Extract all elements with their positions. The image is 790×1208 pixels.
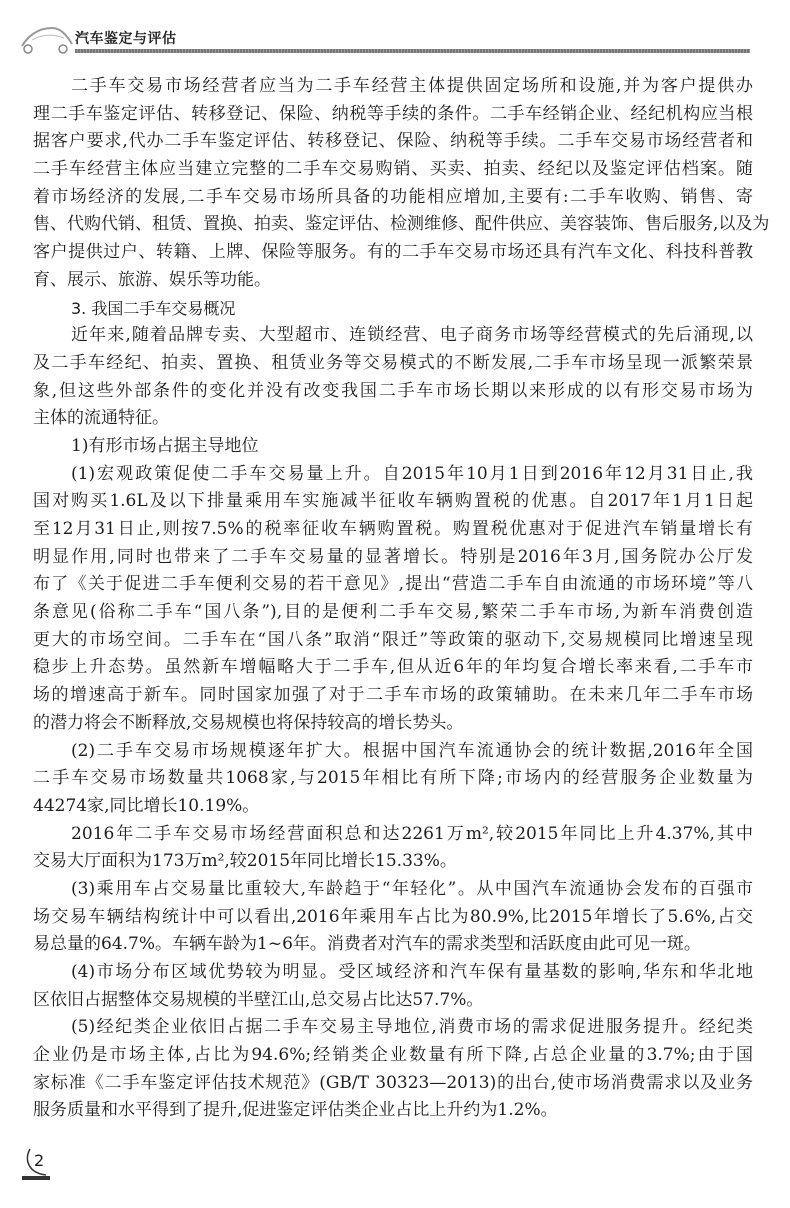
text-line: 3. 我国二手车交易概况 [71,298,236,318]
text-line: 据客户要求,代办二手车鉴定评估、转移登记、保险、纳税等手续。二手车交易市场经营者和 [33,131,753,152]
text-line: 区依旧占据整体交易规模的半壁江山,总交易占比达57.7%。 [33,989,484,1010]
text-line: 近年来,随着品牌专卖、大型超市、连锁经营、电子商务市场等经营模式的先后涌现,以 [71,325,753,346]
subsection-heading [33,433,753,461]
text-line: 二手车经营主体应当建立完整的二手车交易购销、买卖、拍卖、经纪以及鉴定评估档案。随 [33,159,753,180]
text-line: (1)宏观政策促使二手车交易量上升。自2015年10月1日到2016年12月31日止,我 [71,463,753,484]
text-line: 条意见(俗称二手车“国八条”),目的是便利二手车交易,繁荣二手车市场,为新车消费创造 [33,602,753,623]
text-line: (3)乘用车占交易量比重较大,车龄趋于“年轻化”。从中国汽车流通协会发布的百强市 [71,878,753,899]
text-line: 明显作用,同时也带来了二手车交易量的显著增长。特别是2016年3月,国务院办公厅发 [33,546,753,567]
page-number-badge [22,1145,56,1185]
text-line: 至12月31日止,则按7.5%的税率征收车辆购置税。购置税优惠对于促进汽车销量增长有 [33,519,753,539]
paragraph [33,876,753,959]
text-line: (5)经纪类企业依旧占据二手车交易主导地位,消费市场的需求促进服务提升。经纪类 [71,1017,753,1038]
text-line: 主体的流通特征。 [33,408,169,429]
text-line: (2)二手车交易市场规模逐年扩大。根据中国汽车流通协会的统计数据,2016年全国 [71,740,753,761]
page-body [33,73,770,1125]
paragraph [33,73,770,295]
text-line: 着市场经济的发展,二手车交易市场所具备的功能相应增加,主要有:二手车收购、销售、寄 [33,186,753,207]
paragraph [33,821,753,876]
text-line: 场交易车辆结构统计中可以看出,2016年乘用车占比为80.9%,比2015年增长了5.6%,占交 [33,906,753,927]
paragraph [33,738,753,821]
text-line: 家标准《二手车鉴定评估技术规范》(GB/T 30323—2013)的出台,使市场消费需求以及业务 [33,1072,753,1093]
paragraph [33,1014,753,1125]
running-header-title: 汽车鉴定与评估 [75,31,177,47]
page-number-bar [22,1176,50,1180]
text-line: 易总量的64.7%。车辆车龄为1~6年。消费者对汽车的需求类型和活跃度由此可见一斑。 [33,934,701,955]
text-line: 国对购买1.6L及以下排量乘用车实施减半征收车辆购置税的优惠。自2017年1月1日起 [33,491,754,512]
text-line: 交易大厅面积为173万m²,较2015年同比增长15.33%。 [33,851,457,872]
text-line: 售、代购代销、租赁、置换、拍卖、鉴定评估、检测维修、配件供应、美容装饰、售后服务,以及为 [33,214,770,235]
text-line: 客户提供过户、转籍、上牌、保险等服务。有的二手车交易市场还具有汽车文化、科技科普教 [33,242,753,263]
text-line: 布了《关于促进二手车便利交易的若干意见》,提出“营造二手车自由流通的市场环境”等八 [33,574,753,595]
text-line: 2016年二手车交易市场经营面积总和达2261万m²,较2015年同比上升4.37%,其中 [71,823,753,844]
paragraph [33,959,753,1014]
text-line: 企业仍是市场主体,占比为94.6%;经销类企业数量有所下降,占总企业量的3.7%;由于国 [33,1045,753,1066]
text-line: 象,但这些外部条件的变化并没有改变我国二手车市场长期以来形成的以有形交易市场为 [33,380,753,401]
car-logo-icon [18,22,74,56]
text-line: 场的增速高于新车。同时国家加强了对于二手车市场的政策辅助。在未来几年二手车市场 [33,685,753,706]
text-line: 及二手车经纪、拍卖、置换、租赁业务等交易模式的不断发展,二手车市场呈现一派繁荣景 [33,352,753,373]
text-line: 1)有形市场占据主导地位 [71,435,259,456]
text-line: 更大的市场空间。二手车在“国八条”取消“限迁”等政策的驱动下,交易规模同比增速呈现 [33,629,753,650]
text-line: (4)市场分布区域优势较为明显。受区域经济和汽车保有量基数的影响,华东和华北地 [71,962,753,982]
section-heading [33,295,753,323]
text-line: 的潜力将会不断释放,交易规模也将保持较高的增长势头。 [33,712,464,733]
text-line: 稳步上升态势。虽然新车增幅略大于二手车,但从近6年的年均复合增长率来看,二手车市 [33,657,753,678]
text-line: 二手车交易市场经营者应当为二手车经营主体提供固定场所和设施,并为客户提供办 [71,76,753,96]
text-line: 育、展示、旅游、娱乐等功能。 [33,269,271,290]
text-line: 服务质量和水平得到了提升,促进鉴定评估类企业占比上升约为1.2%。 [33,1100,558,1121]
text-line: 二手车交易市场数量共1068家,与2015年相比有所下降;市场内的经营服务企业数量为 [33,768,753,789]
header-rule [75,49,750,53]
text-line: 理二手车鉴定评估、转移登记、保险、纳税等手续的条件。二手车经销企业、经纪机构应当根 [33,103,753,124]
text-line: 44274家,同比增长10.19%。 [33,795,260,816]
paragraph [33,322,753,433]
page-number: 2 [34,1151,45,1170]
paragraph [33,461,753,738]
